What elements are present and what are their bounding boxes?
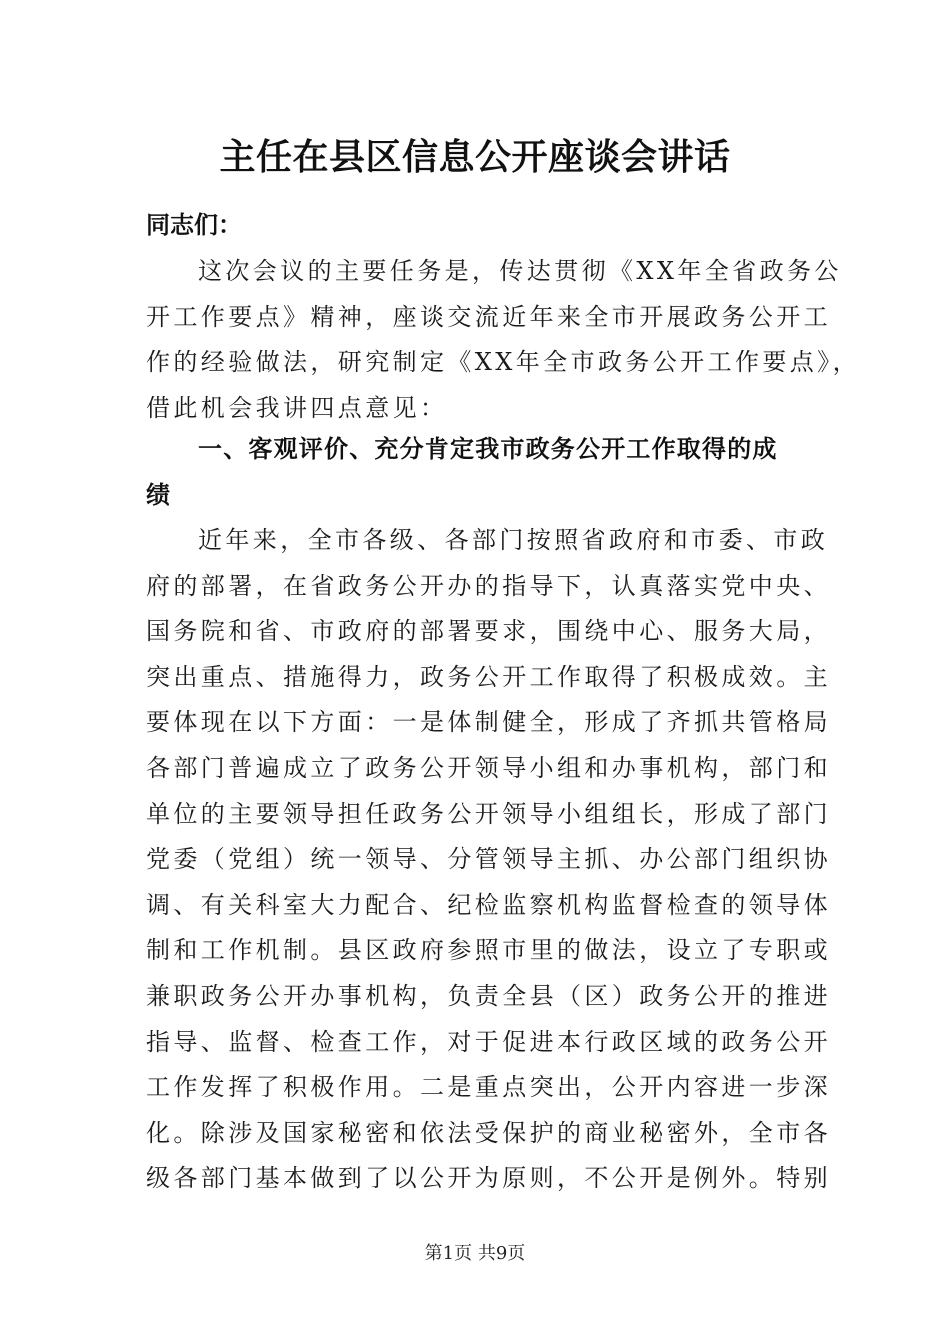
paragraph-line: 工作发挥了积极作用。二是重点突出，公开内容进一步深 [146, 1073, 831, 1102]
document-title: 主任在县区信息公开座谈会讲话 [219, 137, 731, 178]
salutation: 同志们： [146, 211, 242, 239]
section-heading-1 [146, 427, 804, 518]
paragraph-line: 调、有关科室大力配合、纪检监察机构监督检查的领导体 [146, 890, 831, 919]
heading-line: 一、客观评价、充分肯定我市政务公开工作取得的成 [198, 435, 778, 463]
paragraph-intro [146, 249, 860, 431]
paragraph-line: 作的经验做法，研究制定《XX年全市政务公开工作要点》， [146, 348, 860, 377]
paragraph-line: 单位的主要领导担任政务公开领导小组组长，形成了部门 [146, 799, 831, 828]
paragraph-line: 府的部署，在省政务公开办的指导下，认真落实党中央、 [146, 571, 831, 600]
paragraph-line: 兼职政务公开办事机构，负责全县（区）政务公开的推进 [146, 981, 831, 1010]
paragraph-line: 开工作要点》精神，座谈交流近年来全市开展政务公开工 [146, 302, 831, 331]
paragraph-line: 级各部门基本做到了以公开为原则，不公开是例外。特别 [146, 1164, 831, 1193]
paragraph-line: 化。除涉及国家秘密和依法受保护的商业秘密外，全市各 [146, 1118, 831, 1147]
heading-line: 绩 [146, 480, 172, 509]
paragraph-line: 要体现在以下方面：一是体制健全，形成了齐抓共管格局 [146, 708, 831, 737]
paragraph-line: 国务院和省、市政府的部署要求，围绕中心、服务大局， [146, 617, 831, 646]
paragraph-line: 党委（党组）统一领导、分管领导主抓、办公部门组织协 [146, 845, 831, 874]
paragraph-line: 近年来，全市各级、各部门按照省政府和市委、市政 [198, 526, 829, 554]
paragraph-line: 各部门普遍成立了政务公开领导小组和办事机构，部门和 [146, 753, 831, 782]
paragraph-line: 这次会议的主要任务是，传达贯彻《XX年全省政务公 [198, 257, 842, 285]
paragraph-line: 突出重点、措施得力，政务公开工作取得了积极成效。主 [146, 662, 831, 691]
page-footer: 第1页 共9页 [424, 1243, 526, 1264]
paragraph-line: 借此机会我讲四点意见： [146, 393, 448, 422]
paragraph-achievements [146, 518, 831, 1202]
paragraph-line: 制和工作机制。县区政府参照市里的做法，设立了专职或 [146, 936, 831, 965]
paragraph-line: 指导、监督、检查工作，对于促进本行政区域的政务公开 [146, 1027, 831, 1056]
